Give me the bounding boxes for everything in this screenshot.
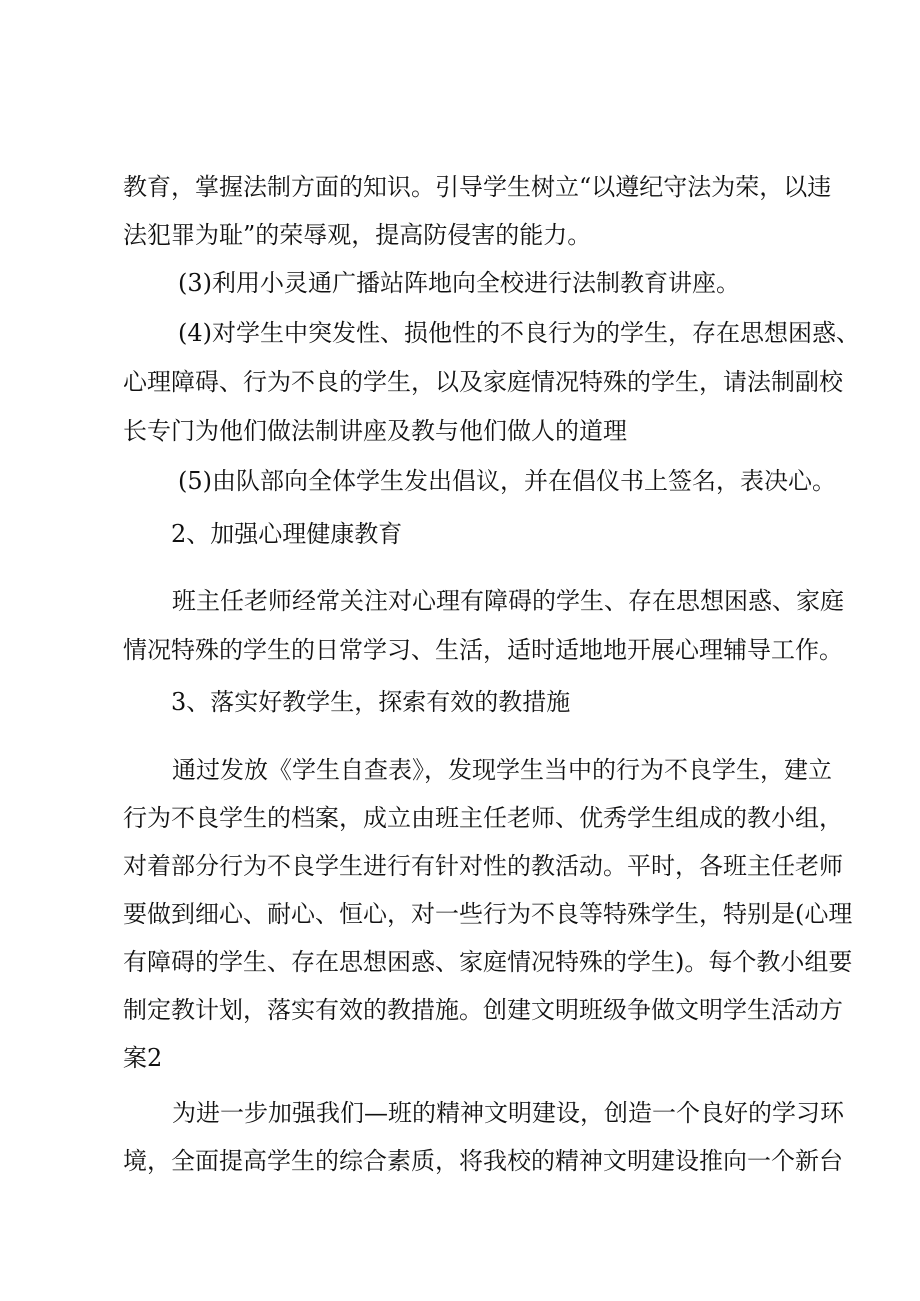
paragraph-line: 境，全面提高学生的综合素质，将我校的精神文明建设推向一个新台 xyxy=(123,1147,843,1175)
paragraph-line: 通过发放《学生自查表》，发现学生当中的行为不良学生，建立 xyxy=(172,756,832,784)
paragraph-line: 案2 xyxy=(123,1044,163,1072)
paragraph-line: 长专门为他们做法制讲座及教与他们做人的道理 xyxy=(123,417,627,445)
paragraph-line: 心理障碍、行为不良的学生，以及家庭情况特殊的学生，请法制副校 xyxy=(123,368,843,396)
paragraph-line: 班主任老师经常关注对心理有障碍的学生、存在思想困惑、家庭 xyxy=(172,587,844,615)
paragraph-line: 对着部分行为不良学生进行有针对性的教活动。平时，各班主任老师 xyxy=(123,852,843,880)
section-heading-3: 3、落实好教学生，探索有效的教措施 xyxy=(171,688,571,716)
list-item-4: (4)对学生中突发性、损他性的不良行为的学生，存在思想困惑、 xyxy=(178,319,860,347)
paragraph-line: 有障碍的学生、存在思想困惑、家庭情况特殊的学生)。每个教小组要 xyxy=(123,948,853,976)
paragraph-line: 为进一步加强我们—班的精神文明建设，创造一个良好的学习环 xyxy=(172,1099,844,1127)
paragraph-line: 行为不良学生的档案，成立由班主任老师、优秀学生组成的教小组， xyxy=(123,804,843,832)
paragraph-line: 情况特殊的学生的日常学习、生活，适时适地地开展心理辅导工作。 xyxy=(123,636,843,664)
list-item-3: (3)利用小灵通广播站阵地向全校进行法制教育讲座。 xyxy=(178,269,740,297)
section-heading-2: 2、加强心理健康教育 xyxy=(171,520,403,548)
list-item-5: (5)由队部向全体学生发出倡议，并在倡仪书上签名，表决心。 xyxy=(178,467,836,495)
paragraph-line: 制定教计划，落实有效的教措施。创建文明班级争做文明学生活动方 xyxy=(123,996,843,1024)
paragraph-line: 法犯罪为耻”的荣辱观，提高防侵害的能力。 xyxy=(123,221,592,249)
paragraph-line: 要做到细心、耐心、恒心，对一些行为不良等特殊学生，特别是(心理 xyxy=(123,900,853,928)
paragraph-line: 教育，掌握法制方面的知识。引导学生树立“以遵纪守法为荣，以违 xyxy=(123,173,832,201)
